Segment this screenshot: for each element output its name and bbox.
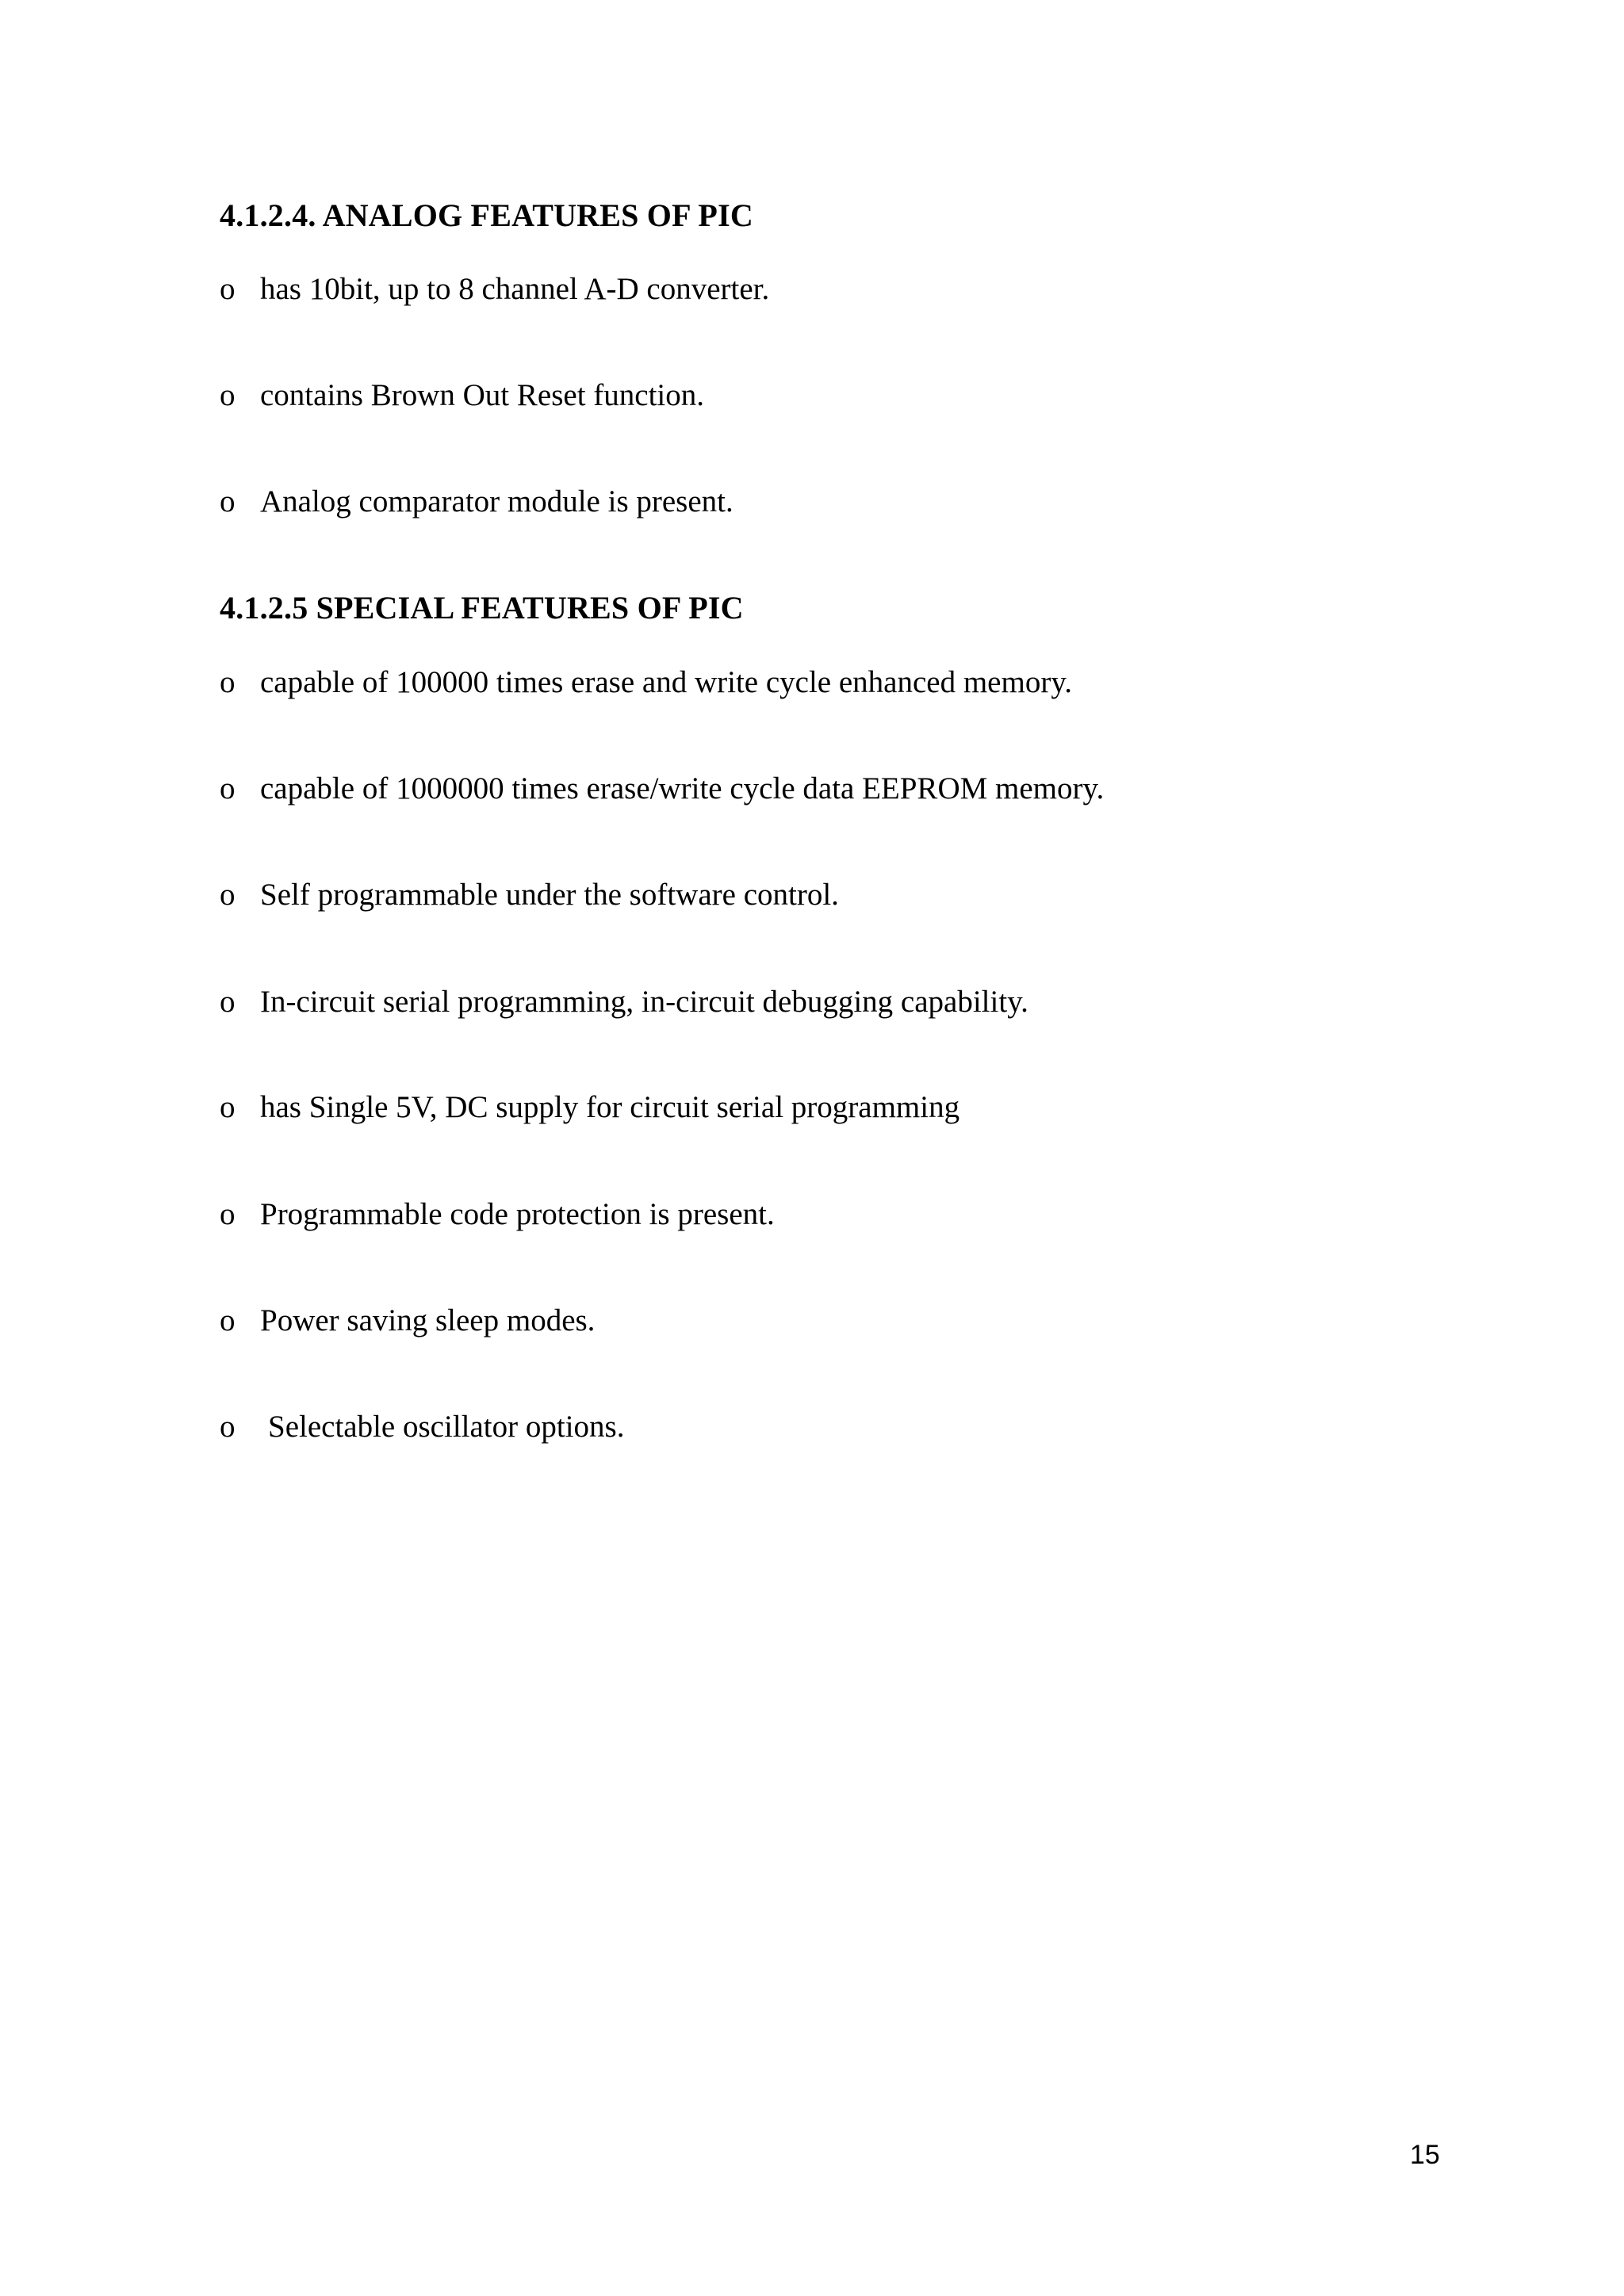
bullet-marker: o (220, 272, 236, 306)
list-item-text: capable of 100000 times erase and write cycle enhanced memory. (260, 665, 1073, 699)
bullet-marker: o (220, 985, 236, 1019)
bullet-marker: o (220, 1197, 236, 1231)
section-heading-special-features: 4.1.2.5 SPECIAL FEATURES OF PIC (220, 590, 744, 626)
bullet-marker: o (220, 1303, 236, 1337)
bullet-marker: o (220, 665, 236, 699)
bullet-marker: o (220, 878, 236, 912)
list-item-text: has Single 5V, DC supply for circuit serial programming (260, 1090, 960, 1124)
list-item (220, 664, 1072, 702)
list-item-text: Programmable code protection is present. (260, 1197, 775, 1231)
list-item-text: Selectable oscillator options. (268, 1410, 625, 1444)
list-item (220, 1408, 624, 1446)
list-item (220, 1089, 959, 1127)
bullet-marker: o (220, 484, 236, 519)
list-item (220, 770, 1104, 808)
list-item (220, 876, 839, 914)
list-item (220, 983, 1028, 1021)
page-number: 15 (1410, 2140, 1440, 2170)
list-item-text: contains Brown Out Reset function. (260, 378, 704, 412)
list-item (220, 1196, 775, 1234)
list-item-text: In-circuit serial programming, in-circuit debugging capability. (260, 985, 1028, 1019)
list-item-text: capable of 1000000 times erase/write cycle data EEPROM memory. (260, 771, 1105, 806)
list-item (220, 1302, 595, 1340)
bullet-marker: o (220, 378, 236, 412)
list-item (220, 270, 769, 308)
list-item-text: Analog comparator module is present. (260, 484, 733, 519)
bullet-marker: o (220, 771, 236, 806)
list-item (220, 377, 704, 415)
bullet-marker: o (220, 1410, 236, 1444)
bullet-marker: o (220, 1090, 236, 1124)
list-item-text: Self programmable under the software control. (260, 878, 839, 912)
list-item-text: has 10bit, up to 8 channel A-D converter. (260, 272, 770, 306)
list-item-text: Power saving sleep modes. (260, 1303, 596, 1337)
list-item (220, 483, 733, 521)
section-heading-analog-features: 4.1.2.4. ANALOG FEATURES OF PIC (220, 197, 753, 233)
